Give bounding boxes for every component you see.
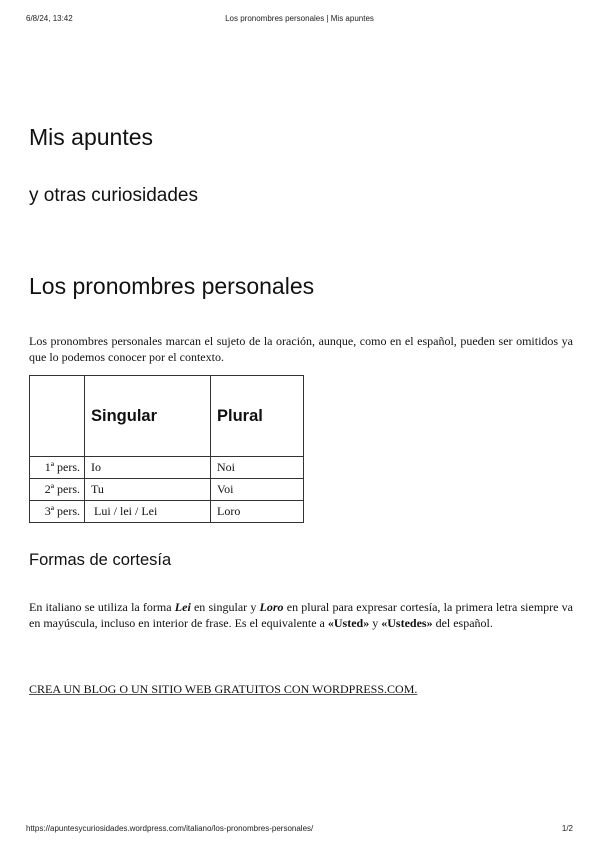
table-header-plural: Plural: [211, 376, 304, 457]
table-cell-plural: Loro: [211, 501, 304, 523]
table-row: [30, 479, 304, 501]
table-cell-singular: Tu: [85, 479, 211, 501]
table-cell-person: 1ª pers.: [30, 457, 85, 479]
table-header-cell: [30, 376, 85, 457]
print-footer: [26, 824, 573, 836]
site-tagline: y otras curiosidades: [29, 185, 198, 206]
table-cell-person: 3ª pers.: [30, 501, 85, 523]
pronouns-table: [29, 375, 304, 523]
table-row: [30, 457, 304, 479]
table-cell-plural: Voi: [211, 479, 304, 501]
table-row: [30, 501, 304, 523]
courtesy-loro: Loro: [259, 600, 284, 614]
courtesy-paragraph: [29, 599, 573, 631]
courtesy-text: en plural para expresar cortesía, la primera letra siempre va en mayúscula, incluso en interior de frase. Es el equivalente a: [29, 600, 573, 630]
post-title: Los pronombres personales: [29, 273, 315, 299]
print-page-title: Los pronombres personales | Mis apuntes: [225, 14, 374, 23]
courtesy-usted: «Usted»: [327, 616, 370, 630]
section-title: Formas de cortesía: [29, 551, 172, 569]
print-url: https://apuntesycuriosidades.wordpress.com/italiano/los-pronombres-personales/: [26, 824, 314, 833]
print-header: [26, 14, 573, 26]
courtesy-text: en singular y: [190, 600, 260, 614]
table-header-row: [30, 376, 304, 457]
print-page-number: 1/2: [561, 824, 573, 833]
table-header-singular: Singular: [85, 376, 211, 457]
table-cell-singular: Io: [85, 457, 211, 479]
courtesy-text: y: [369, 616, 382, 630]
print-datetime: 6/8/24, 13:42: [26, 14, 73, 23]
table-cell-singular: Lui / lei / Lei: [85, 501, 211, 523]
site-title[interactable]: Mis apuntes: [29, 124, 154, 150]
intro-paragraph: Los pronombres personales marcan el sujeto de la oración, aunque, como en el español, pueden ser omitidos ya que lo podemos conocer por el contexto.: [29, 334, 573, 364]
table-cell-person: 2ª pers.: [30, 479, 85, 501]
courtesy-lei: Lei: [174, 600, 191, 614]
wordpress-footer-link[interactable]: CREA UN BLOG O UN SITIO WEB GRATUITOS CON WORDPRESS.COM.: [29, 682, 418, 696]
courtesy-text: del español.: [432, 616, 493, 630]
courtesy-ustedes: «Ustedes»: [381, 616, 433, 630]
courtesy-text: En italiano se utiliza la forma: [29, 600, 175, 614]
table-cell-plural: Noi: [211, 457, 304, 479]
